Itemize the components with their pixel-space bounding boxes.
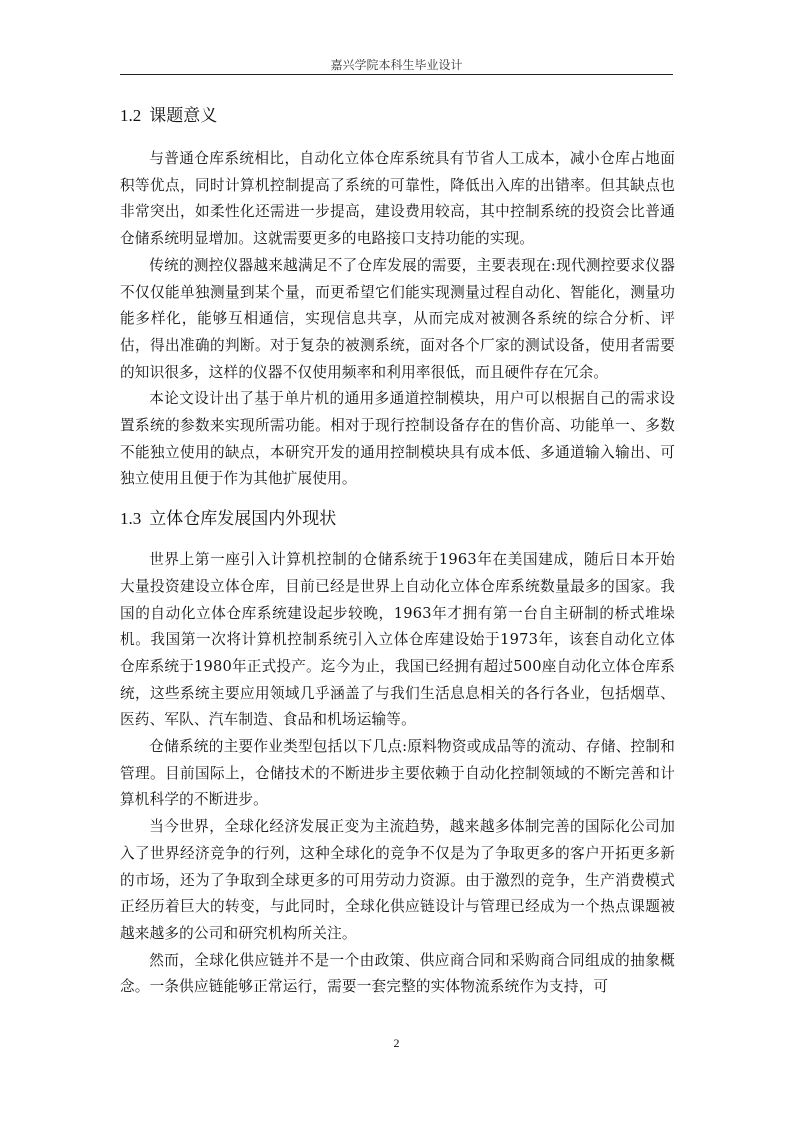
- section-number: 1.3: [120, 509, 142, 529]
- paragraph: 世界上第一座引入计算机控制的仓储系统于1963年在美国建成，随后日本开始大量投资建设立体仓库，目前已经是世界上自动化立体仓库系统数量最多的国家。我国的自动化立体仓库系统建设起步较晚，1963年才拥有第一台自主研制的桥式堆垛机。我国第一次将计算机控制系统引入立体仓库建设始于1973年，该套自动化立体仓库系统于1980年正式投产。迄今为止，我国已经拥有超过500座自动化立体仓库系统，这些系统主要应用领域几乎涵盖了与我们生活息息相关的各行各业，包括烟草、医药、军队、汽车制造、食品和机场运输等。: [120, 551, 675, 729]
- section-number: 1.2: [120, 106, 142, 125]
- paragraph: 与普通仓库系统相比，自动化立体仓库系统具有节省人工成本，减小仓库占地面积等优点，同时计算机控制提高了系统的可靠性，降低出入库的出错率。但其缺点也非常突出，如柔性化还需进一步提高，建设费用较高，其中控制系统的投资会比普通仓储系统明显增加。这就需要更多的电路接口支持功能的实现。: [120, 150, 675, 248]
- page-header: 嘉兴学院本科生毕业设计: [330, 58, 463, 72]
- section-title: 立体仓库发展国内外现状: [149, 509, 337, 530]
- page-number: 2: [393, 1036, 400, 1050]
- header-rule: [120, 74, 673, 75]
- paragraph: 本论文设计出了基于单片机的通用多通道控制模块，用户可以根据自己的需求设置系统的参数来实现所需功能。相对于现行控制设备存在的售价高、功能单一、多数不能独立使用的缺点，本研究开发的通用控制模块具有成本低、多通道输入输出、可独立使用且便于作为其他扩展使用。: [120, 390, 675, 488]
- paragraph: 传统的测控仪器越来越满足不了仓库发展的需要，主要表现在:现代测控要求仪器不仅仅能单独测量到某个量，而更希望它们能实现测量过程自动化、智能化，测量功能多样化，能够互相通信，实现信息共享，从而完成对被测各系统的综合分析、评估，得出准确的判断。对于复杂的被测系统，面对各个厂家的测试设备，使用者需要的知识很多，这样的仪器不仅使用频率和利用率很低，而且硬件存在冗余。: [120, 256, 675, 381]
- section-heading-1-2: [120, 100, 675, 132]
- paragraph: 然而，全球化供应链并不是一个由政策、供应商合同和采购商合同组成的抽象概念。一条供应链能够正常运行，需要一套完整的实体物流系统作为支持，可: [120, 951, 675, 996]
- section-title: 课题意义: [149, 106, 218, 126]
- section-heading-1-3: [120, 503, 675, 535]
- paragraph: 仓储系统的主要作业类型包括以下几点:原料物资或成品等的流动、存储、控制和管理。目前国际上，仓储技术的不断进步主要依赖于自动化控制领域的不断完善和计算机科学的不断进步。: [120, 738, 675, 809]
- page-content: [120, 100, 675, 1001]
- paragraph: 当今世界，全球化经济发展正变为主流趋势，越来越多体制完善的国际化公司加入了世界经济竞争的行列，这种全球化的竞争不仅是为了争取更多的客户开拓更多新的市场，还为了争取到全球更多的可用劳动力资源。由于激烈的竞争，生产消费模式正经历着巨大的转变，与此同时，全球化供应链设计与管理已经成为一个热点课题被越来越多的公司和研究机构所关注。: [120, 818, 675, 942]
